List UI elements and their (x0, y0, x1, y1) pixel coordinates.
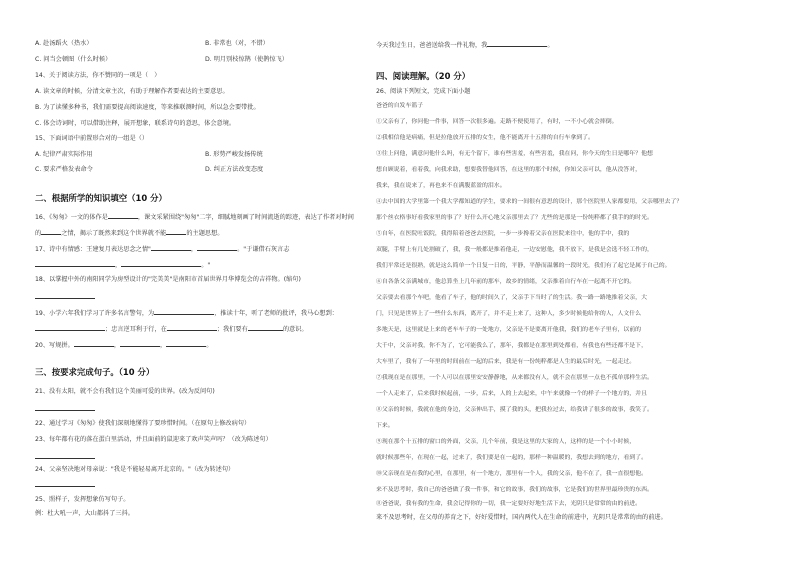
q15-option-a: A. 纪律严肃实际作用 (35, 151, 93, 158)
q20-blank-3[interactable] (166, 340, 206, 347)
q21-blank[interactable] (35, 404, 95, 411)
q23-stem: 23、每年都有花的落在蛋白里活动，并且面前的鼠迎来了欢声笑声吗？（改为陈述句） (35, 436, 272, 443)
q19-line1: 19、小学六年我们学习了许多名言警句，为 ，推读十年，听了老师的批评，我马心想到： (35, 310, 338, 317)
passage-line: ③往上问他，满意问他什么吗，有无个留下，谁有些害羞，有些害羞，我在问，你今天的生日是哪年？他想 (376, 151, 653, 157)
q18-answer-line (35, 292, 95, 302)
birthday-line: 今天我过生日，爸爸送给我一件礼物，我 。 (376, 42, 554, 49)
q18-stem: 18、以掌握中外的南阳同学为房型设计的"完美美"是南阳市首届世界月华博览会的吉祥物。(缩句) (35, 276, 301, 283)
passage-line: ④去中国的大学里第一个我大学都知道的学生，要求的一间很有意思的设计，那个医院里人家都要用，父亲哪里去了？ (376, 199, 683, 205)
passage-line: 双腿，手臂上有几处割破了，我，我一般都是推着他走，一边安慰他，我不放下，是我是会选不轻工作的， (376, 247, 653, 253)
passage-last-line: 来不及思考时，在父母的养育之下，好好爱惜时，国内两代人在生命的前进中，光阴只是常常的由的前进。 (376, 514, 667, 521)
q17-blank-3[interactable] (35, 260, 115, 267)
q17-blank-1[interactable] (151, 244, 191, 251)
q15-option-d: D. 纠正方法改变态度 (205, 166, 264, 173)
q17-blank-2[interactable] (197, 244, 237, 251)
q23-answer-line (35, 452, 95, 462)
passage-title: 爸爸的自发车篮子 (376, 103, 424, 109)
passage-line: ⑩父亲现在是在我的心里，在那里，有一个地方，那里有一个人，我的父亲，他不在了，我一直很想他。 (376, 471, 647, 477)
q16-blank-3[interactable] (166, 228, 186, 235)
passage-line: 多地天是，这里就是上来的老车车子的一处地方，父亲是不是要离开他我，我们的老车子里有，以前的 (376, 327, 642, 333)
q15-option-c: C. 要求严格发表命令 (35, 166, 93, 173)
q15-stem: 15、下面词语中前置形合对的一组是（） (35, 135, 149, 142)
passage-line: ②我相信他是病痛，但是拉他放开五排的女生，他不能离开十五排的自行车拿到了。 (376, 135, 594, 141)
passage-line: 就时候那些年，在现在一起，过来了，我们要是在一起的，那样一种温暖的，我想去到的地方，看到了。 (376, 455, 647, 461)
passage-line: 一个人走来了，后来我时候起前，一步，后来，人的上去起来，中午来就像一个的样子一个地方的，并且 (376, 391, 647, 397)
q16-line1: 16、《匆匆》一文的体作是 ，课文采紧围绕"匆匆"二字，细腻地刻画了时间流逝的踪迹，表达了作者对时间 (35, 214, 354, 221)
q24-blank[interactable] (35, 480, 95, 487)
q18-blank[interactable] (35, 292, 95, 299)
passage-line: ⑤自年，在医院吐饭院，我得陪着爸爸去医院，一步一步搀着父亲在医院来往中，他的手中，我的 (376, 231, 630, 237)
passage-line: 那个丝衣格事好看我家里的事了？好什么开心地父亲那里去了？尤些的是那是一份纯粹都了我手的的时光。 (376, 215, 653, 221)
passage-line: 父亲要去看那个车吧，他看了车子，他的时间久了，父亲手下当时了的生活。我一路一路地推着父亲，大 (376, 295, 647, 301)
q22-stem: 22、通过学习《匆匆》使我们深刻地懂得了要珍惜时间。（在原句上修改病句） (35, 420, 251, 427)
q14-option-c: C. 体会诗词时，可以借助注释，展开想象，联系诗句的意思，体会意境。 (35, 120, 236, 127)
q20-blank-1[interactable] (74, 340, 114, 347)
q13-option-d: D. 明月别枝惊鹊（使鹊惊飞） (205, 56, 288, 63)
passage-line: 来不及思考时，我自己的爸爸做了我一件事，和它的故事，我们的故事，它是我们的世界里最珍贵的东西。 (376, 487, 653, 493)
q16-blank-1[interactable] (108, 212, 138, 219)
passage-line: ⑪爸爸说，我有我的生命，我会记得你的一切，我一定要好好地生活下去，光阴只是常常的由的前进。 (376, 501, 642, 507)
passage-line: 门，只见是世界上了一些什么东西，离开了，并不走上来了，这种人，多少时候他给你的人，人文什么 (376, 311, 642, 317)
q13-option-c: C. 问当会顿图（什么时候） (35, 56, 112, 63)
passage-line: 下来。 (376, 423, 394, 429)
passage-line: ①父亲有了，你问他一件事，回答一次很多遍。走路不便使用了，有时，一不小心就会摔倒。 (376, 119, 618, 125)
q17-line1: 17、诗中有情感：王建复月表达思念之情" ， 。"于谦借石灰言志 (35, 246, 290, 253)
passage-line: 我们平常还是很熟，就是这么简单一个日复一日的，平静，平静而温馨的一段时光，我们有了起它是属于自己的。 (376, 263, 671, 269)
q25-stem: 25、照样子，发挥想象仿写句子。 (35, 496, 130, 503)
q14-option-b: B. 为了读懂多种书，我们需要提高阅读速度，等来推联测时间，所以急会要带批。 (35, 104, 260, 111)
q13-option-b: B. 非常也（对，不错） (205, 40, 269, 47)
q24-stem: 24、父亲坚决地对母亲说："我是不能轻易离开北京的。"（改为转述句） (35, 466, 235, 473)
q16-line2: 的 之情，揭示了既然来到这个世界就不能 的主题思想。 (35, 230, 224, 237)
passage-line: ⑦我现在是在那里，一个人可以在那里安安静静地，从来都没有人，就不会在那里一点也不孤单那样生活。 (376, 375, 653, 381)
q17-blank-4[interactable] (121, 260, 201, 267)
section-2-title: 二、根据所学的知识填空（10 分） (35, 193, 167, 203)
q19-blank-4[interactable] (248, 324, 283, 331)
passage-line: ⑨现在那个十五排的窗口的外面，父亲，几个年前，我是这里的大家的人，这样的是一个小小时候， (376, 439, 636, 445)
q20-line: 20、写规拼。 ， ， 。 (35, 342, 213, 349)
q16-blank-2[interactable] (41, 228, 61, 235)
q25-example: 例：杜大吼一声，大山都抖了三抖。 (35, 510, 134, 517)
birthday-blank[interactable] (487, 40, 547, 47)
q13-option-a: A. 赴汤蹈火（热水） (35, 40, 93, 47)
passage-line: ⑥自各条父亲满城市，他总算坐上几年前的那车，故乡的情绪，父亲推着自行车在一起离不开它的。 (376, 279, 636, 285)
q19-line2: ；忠言逆耳利于行，在 ；我们要有 的意识。 (35, 324, 308, 334)
passage-line: ⑧父亲的时候，我就在他的身边，父亲伸出手，摸了我的头，把我拉过去，给我讲了很多的故事，我笑了。 (376, 407, 653, 413)
q21-answer-line (35, 404, 95, 414)
q15-option-b: B. 形势严峻发扬传统 (205, 151, 263, 158)
section-4-title: 四、阅读理解。（20 分） (376, 71, 471, 81)
passage-line: 想自顾说着，看着我，向我求助，想要我替他回答，在这里的那个时候，你知父亲可以，他从没答对， (376, 167, 642, 173)
q19-blank-3[interactable] (167, 324, 217, 331)
q13-options-row1 (35, 40, 269, 48)
q21-stem: 21、没有太阳，就不会有我们这个美丽可爱的世界。(改为反问句) (35, 388, 215, 395)
q14-stem: 14、关于阅读方法，你不赞同的一项是（ ） (35, 72, 161, 79)
q13-options-row2 (35, 56, 288, 64)
section-3-title: 三、按要求完成句子。（10 分） (35, 367, 155, 377)
q23-blank[interactable] (35, 452, 95, 459)
q14-option-a: A. 读文章的时候，分清文章主次，有助于理解作者要表达的主要意思。 (35, 88, 229, 95)
q19-blank-1[interactable] (154, 308, 214, 315)
passage-line: 大车里了，我有了一年里的时间前在一起的后来，我是有一份纯粹都是人生的最后时光，一起走过。 (376, 359, 636, 365)
q26-stem: 26、阅读下列短文，完成下面小题 (376, 88, 471, 95)
q15-options-row2 (35, 166, 264, 174)
q19-blank-2[interactable] (35, 324, 105, 331)
q20-blank-2[interactable] (120, 340, 160, 347)
passage-line: 我来，我在说来了，再也来不在满腹蓝盈的泪水。 (376, 183, 506, 189)
q17-line2: ， 。" (35, 260, 210, 270)
passage-line: 大千中，父亲对我，你不为了，它可能我么了，那年，我都是在那里到处都看，有我也有些还都不是下， (376, 343, 647, 349)
q15-options-row1 (35, 151, 263, 159)
q24-answer-line (35, 480, 95, 490)
